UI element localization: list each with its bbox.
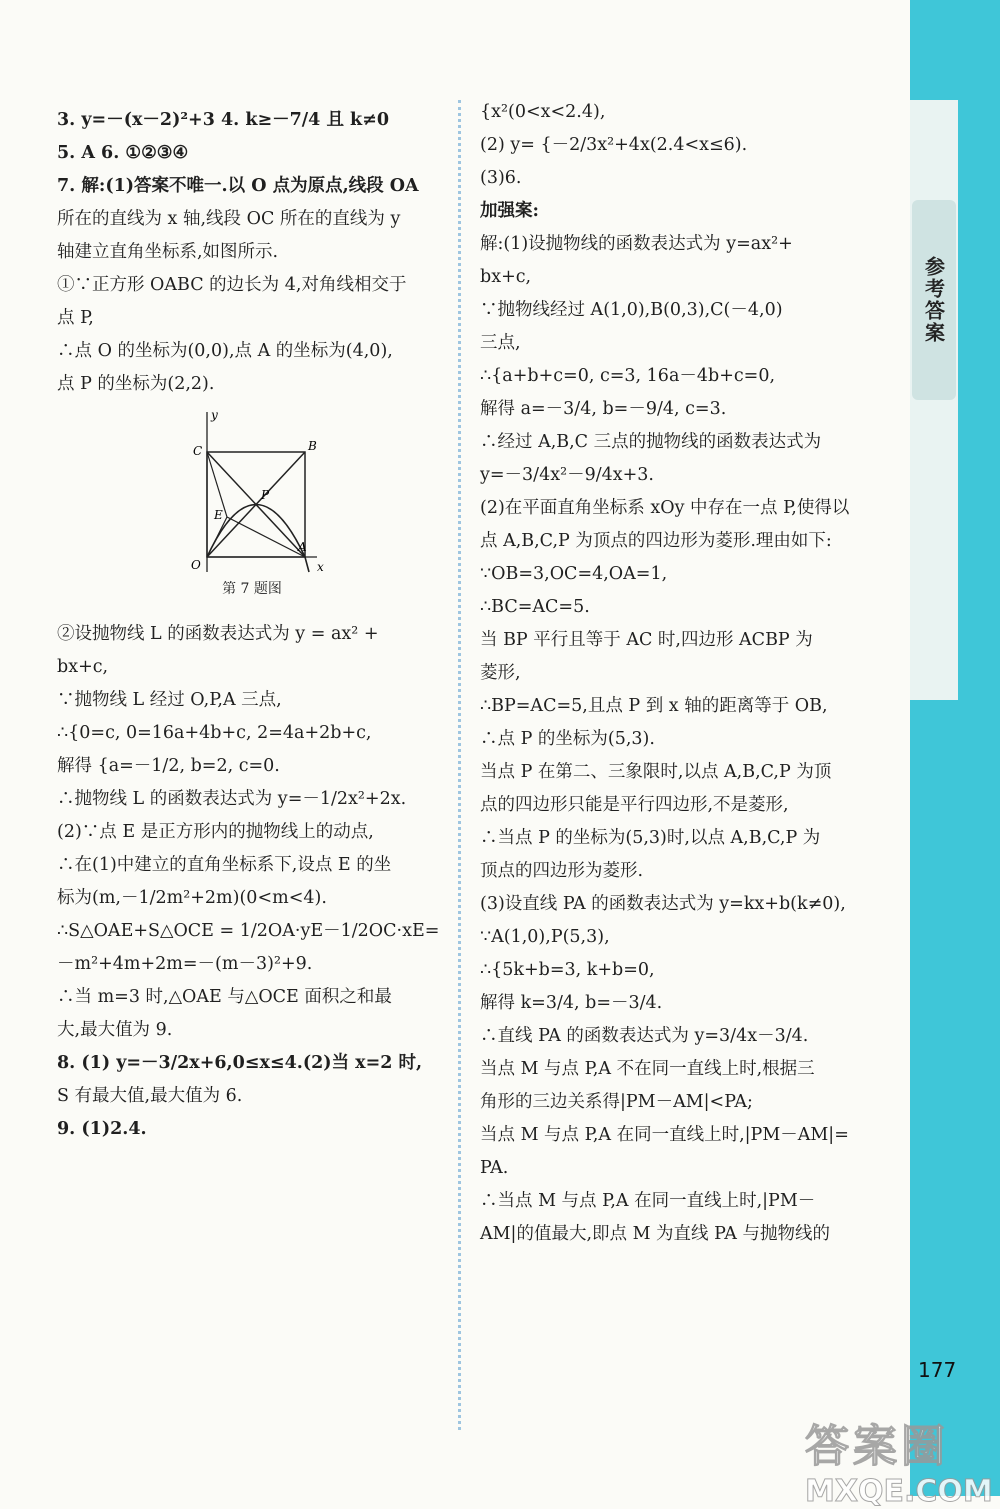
left-line: 轴建立直角坐标系,如图所示. [57, 242, 279, 262]
right-line: {x²(0<x<2.4), [480, 102, 606, 122]
right-line: ∴BP=AC=5,且点 P 到 x 轴的距离等于 OB, [480, 696, 828, 716]
svg-text:O: O [191, 558, 201, 572]
left-line: ②设抛物线 L 的函数表达式为 y = ax² + [57, 624, 379, 644]
right-line: bx+c, [480, 267, 532, 287]
right-line: 当 BP 平行且等于 AC 时,四边形 ACBP 为 [480, 630, 813, 650]
right-line: (2)在平面直角坐标系 xOy 中存在一点 P,使得以 [480, 498, 850, 518]
right-line: ∴直线 PA 的函数表达式为 y=3/4x－3/4. [480, 1026, 809, 1046]
right-line: AM|的值最大,即点 M 为直线 PA 与抛物线的 [480, 1224, 830, 1244]
figure-caption: 第 7 题图 [222, 581, 282, 597]
left-line: 5. A 6. ①②③④ [57, 143, 189, 163]
right-line: ∴{a+b+c=0, c=3, 16a－4b+c=0, [480, 366, 776, 386]
left-line: 7. 解:(1)答案不唯一.以 O 点为原点,线段 OA [57, 176, 419, 196]
left-line: ①∵正方形 OABC 的边长为 4,对角线相交于 [57, 275, 407, 295]
side-tab: 参考答案 [912, 200, 956, 400]
right-line: 点 A,B,C,P 为顶点的四边形为菱形.理由如下: [480, 531, 832, 551]
right-line: ∵OB=3,OC=4,OA=1, [480, 564, 668, 584]
left-line: ∵抛物线 L 经过 O,P,A 三点, [57, 690, 282, 710]
left-line: (2)∵点 E 是正方形内的抛物线上的动点, [57, 822, 374, 842]
left-line: ∴{0=c, 0=16a+4b+c, 2=4a+2b+c, [57, 723, 372, 743]
svg-text:E: E [214, 508, 223, 522]
svg-text:C: C [193, 444, 203, 458]
right-line: 顶点的四边形为菱形. [480, 861, 644, 881]
svg-text:A: A [298, 540, 307, 554]
left-line: 大,最大值为 9. [57, 1020, 173, 1040]
right-line: (3)6. [480, 168, 522, 188]
right-line: ∴{5k+b=3, k+b=0, [480, 960, 655, 980]
figure-7 [177, 407, 327, 577]
right-line: (3)设直线 PA 的函数表达式为 y=kx+b(k≠0), [480, 894, 846, 914]
right-line: ∴当点 P 的坐标为(5,3)时,以点 A,B,C,P 为 [480, 828, 821, 848]
svg-text:B: B [308, 439, 317, 453]
right-line: 解得 a=－3/4, b=－9/4, c=3. [480, 399, 727, 419]
right-line: 点的四边形只能是平行四边形,不是菱形, [480, 795, 789, 815]
left-line: ∴在(1)中建立的直角坐标系下,设点 E 的坐 [57, 855, 392, 875]
svg-text:x: x [317, 560, 324, 574]
left-column [57, 104, 447, 1146]
left-line: 8. (1) y=－3/2x+6,0≤x≤4.(2)当 x=2 时, [57, 1053, 423, 1073]
right-line: ∴经过 A,B,C 三点的抛物线的函数表达式为 [480, 432, 822, 452]
left-line: ∴当 m=3 时,△OAE 与△OCE 面积之和最 [57, 987, 392, 1007]
left-line: 所在的直线为 x 轴,线段 OC 所在的直线为 y [57, 209, 401, 229]
right-column [480, 96, 900, 1251]
left-line: 3. y=－(x－2)²+3 4. k≥－7/4 且 k≠0 [57, 110, 390, 130]
left-line: 点 P, [57, 308, 94, 328]
right-line: ∴当点 M 与点 P,A 在同一直线上时,|PM－ [480, 1191, 816, 1211]
right-line: 角形的三边关系得|PM－AM|<PA; [480, 1092, 753, 1112]
right-line: PA. [480, 1158, 509, 1178]
page-number: 177 [918, 1358, 957, 1382]
svg-text:P: P [261, 488, 270, 502]
left-line: bx+c, [57, 657, 109, 677]
right-line: 当点 M 与点 P,A 不在同一直线上时,根据三 [480, 1059, 815, 1079]
left-line: ∴S△OAE+S△OCE = 1/2OA·yE－1/2OC·xE= [57, 921, 440, 941]
left-line: ∴抛物线 L 的函数表达式为 y=－1/2x²+2x. [57, 789, 407, 809]
right-line: 加强案: [480, 201, 539, 221]
right-line: 解:(1)设抛物线的函数表达式为 y=ax²+ [480, 234, 793, 254]
watermark-logo: 答案圈 MXQE.COM [805, 1421, 993, 1509]
svg-text:y: y [211, 408, 218, 422]
right-line: (2) y= {－2/3x²+4x(2.4<x≤6). [480, 135, 748, 155]
left-line: 9. (1)2.4. [57, 1119, 147, 1139]
right-line: 三点, [480, 333, 521, 353]
right-line: ∴点 P 的坐标为(5,3). [480, 729, 655, 749]
right-line: ∵A(1,0),P(5,3), [480, 927, 610, 947]
left-line: S 有最大值,最大值为 6. [57, 1086, 243, 1106]
right-line: y=－3/4x²－9/4x+3. [480, 465, 654, 485]
right-line: 当点 P 在第二、三象限时,以点 A,B,C,P 为顶 [480, 762, 832, 782]
left-line: 点 P 的坐标为(2,2). [57, 374, 215, 394]
left-line: 标为(m,－1/2m²+2m)(0<m<4). [57, 888, 327, 908]
right-line: ∴BC=AC=5. [480, 597, 590, 617]
left-line: 解得 {a=－1/2, b=2, c=0. [57, 756, 280, 776]
right-line: 菱形, [480, 663, 521, 683]
right-line: ∵抛物线经过 A(1,0),B(0,3),C(－4,0) [480, 300, 783, 320]
column-divider [458, 100, 461, 1430]
left-line: ∴点 O 的坐标为(0,0),点 A 的坐标为(4,0), [57, 341, 393, 361]
left-line: －m²+4m+2m=－(m－3)²+9. [57, 954, 313, 974]
right-line: 解得 k=3/4, b=－3/4. [480, 993, 663, 1013]
right-line: 当点 M 与点 P,A 在同一直线上时,|PM－AM|= [480, 1125, 849, 1145]
